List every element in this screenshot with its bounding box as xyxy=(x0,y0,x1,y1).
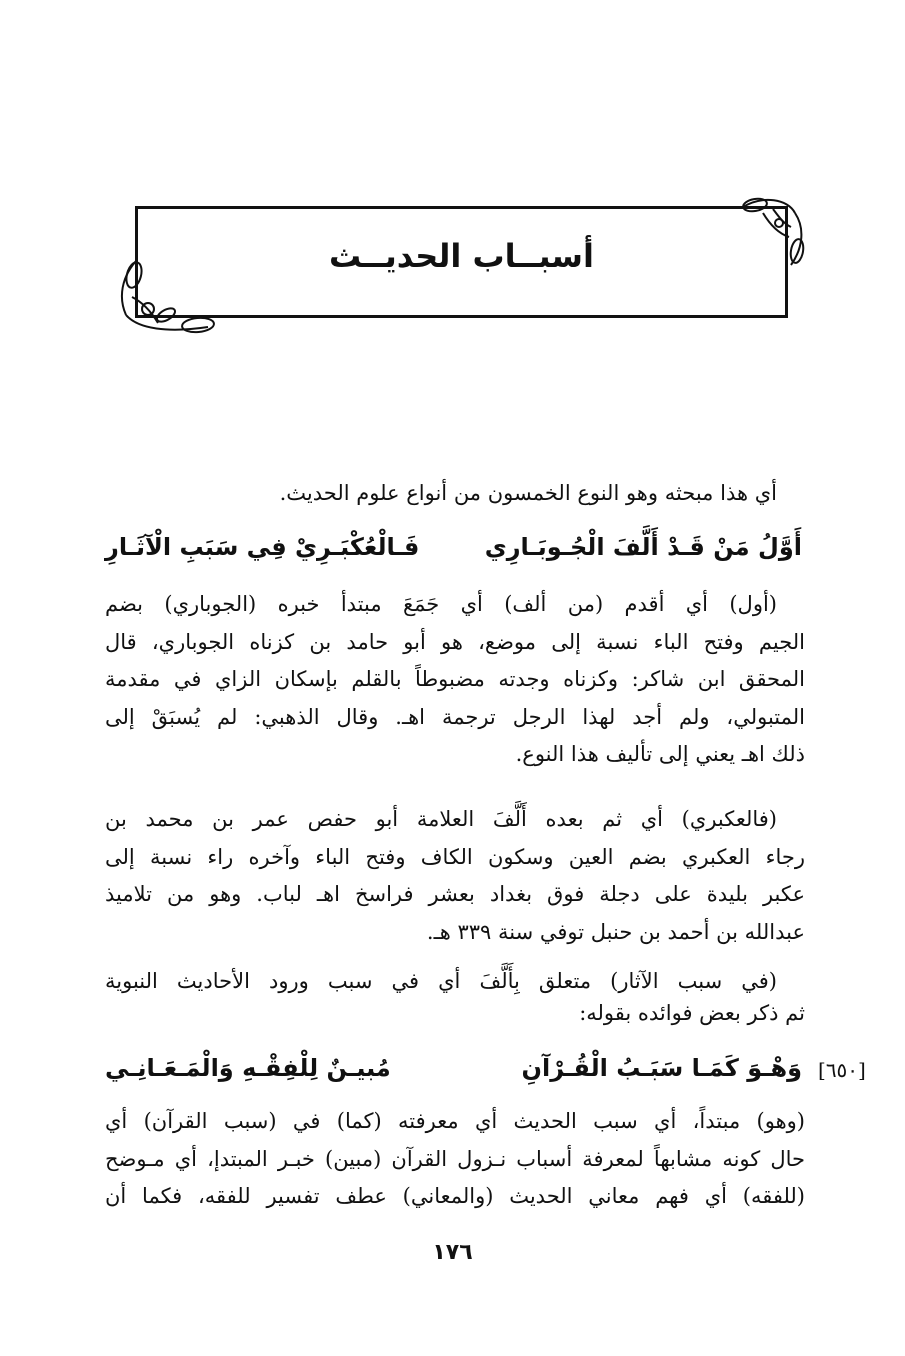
commentary-paragraph-4 xyxy=(105,1103,805,1216)
title-frame xyxy=(135,206,788,318)
text-line: عكبر بليدة على دجلة فوق بغداد بعشر فراسخ اهـ لباب. وهو من تلاميذ xyxy=(105,882,805,906)
verse-number: [٦٥٠] xyxy=(818,1058,866,1082)
text-line: ذلك اهـ يعني إلى تأليف هذا النوع. xyxy=(515,742,805,766)
text-line: حال كونه مشابهاً لمعرفة أسباب نـزول القرآن (مبين) خبـر المبتدإ، أي مـوضح xyxy=(105,1146,805,1171)
verse-second-hemistich: فَـالْعُكْبَـرِيْ فِي سَبَبِ الْآثَـارِ xyxy=(105,533,420,561)
text-line: الجيم وفتح الباء نسبة إلى موضع، هو أبو حامد بن كزناه الجوباري، قال xyxy=(105,629,805,654)
verse-first-hemistich: وَهْـوَ كَمَـا سَبَـبُ الْقُـرْآنِ xyxy=(521,1054,802,1082)
text-line: (فالعكبري) أي ثم بعده أَلَّفَ العلامة أبو حفص عمر بن محمد بن xyxy=(105,807,777,831)
intro-paragraph xyxy=(105,475,805,513)
commentary-paragraph-1 xyxy=(105,586,805,774)
text-line: ثم ذكر بعض فوائده بقوله: xyxy=(579,1001,805,1025)
verse-second-hemistich: مُبيـنٌ لِلْفِقْـهِ وَالْمَـعَـانِـي xyxy=(105,1054,391,1082)
commentary-paragraph-3 xyxy=(105,965,805,1029)
verse-first-hemistich: أَوَّلُ مَنْ قَـدْ أَلَّفَ الْجُـوبَـارِي xyxy=(484,533,802,561)
page-number: ١٧٦ xyxy=(432,1240,473,1265)
text-line: رجاء العكبري بضم العين وسكون الكاف وفتح الباء وآخره راء نسبة إلى xyxy=(105,844,805,869)
text-line: (في سبب الآثار) متعلق بِأَلَّفَ أي في سبب ورود الأحاديث النبوية xyxy=(105,969,777,993)
text-line: (أول) أي أقدم (من ألف) أي جَمَعَ مبتدأ خبره (الجوباري) بضم xyxy=(105,592,777,616)
text-line: أي هذا مبحثه وهو النوع الخمسون من أنواع علوم الحديث. xyxy=(279,481,777,505)
text-line: المتبولي، ولم أجد لهذا الرجل ترجمة اهـ. وقال الذهبي: لم يُسبَقْ إلى xyxy=(105,704,805,729)
text-line: عبدالله بن أحمد بن حنبل توفي سنة ٣٣٩ هـ. xyxy=(426,919,805,944)
commentary-paragraph-2 xyxy=(105,801,805,951)
text-line: المحقق ابن شاكر: وكزناه وجدته مضبوطاً بالقلم بإسكان الزاي في مقدمة xyxy=(105,667,805,691)
text-line: (وهو) مبتداً، أي سبب الحديث أي معرفته (كما) في (سبب القرآن) أي xyxy=(105,1109,805,1133)
text-line: (للفقه) أي فهم معاني الحديث (والمعاني) عطف تفسير للفقه، فكما أن xyxy=(105,1184,805,1208)
chapter-title: أسبــاب الحديــث xyxy=(329,237,594,275)
